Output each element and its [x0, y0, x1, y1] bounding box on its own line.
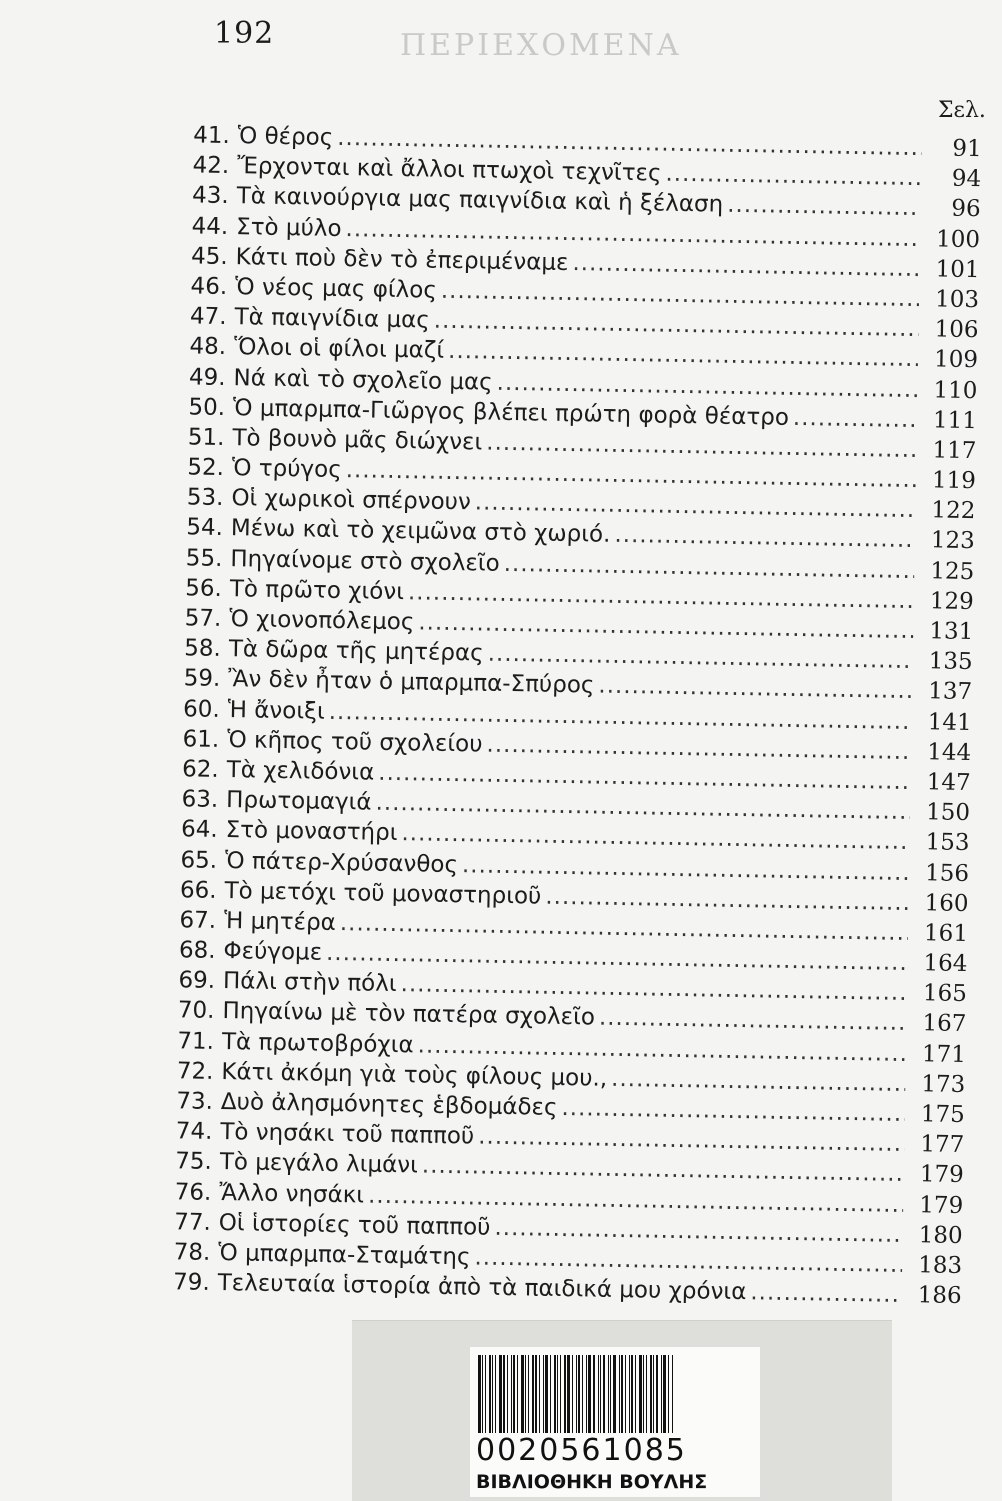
barcode-number: 0020561085 [476, 1433, 687, 1468]
toc-entry-number: 72. [176, 1058, 214, 1085]
toc-entry-page: 165 [922, 980, 968, 1008]
toc-entry-title: Οἱ χωρικοὶ σπέρνουν [231, 485, 472, 516]
toc-entry-title: Ὁ νέος μας φίλος [234, 274, 438, 304]
toc-entry-number: 47. [189, 303, 227, 331]
dot-leader [599, 1005, 907, 1036]
toc-entry-title: Στὸ μοναστήρι [225, 817, 398, 847]
toc-entry-number: 51. [187, 424, 225, 451]
toc-entry-number: 66. [179, 876, 217, 904]
page-column-header: Σελ. [938, 98, 986, 123]
dot-leader [665, 161, 921, 191]
table-of-contents [151, 122, 981, 1313]
toc-entry-number: 71. [177, 1027, 215, 1055]
toc-entry-number: 67. [179, 907, 217, 934]
toc-entry-number: 53. [186, 484, 224, 512]
toc-entry-number: 59. [183, 665, 221, 693]
toc-entry-number: 55. [185, 544, 223, 572]
dot-leader [611, 1066, 906, 1097]
toc-entry-number: 76. [174, 1178, 212, 1206]
toc-entry-page: 91 [952, 135, 982, 163]
toc-entry-title: Ὅλοι οἱ φίλοι μαζί [233, 334, 445, 365]
toc-entry-title: Δυὸ ἀλησμόνητες ἑβδομάδες [220, 1089, 558, 1121]
toc-entry-title: Τὸ μεγάλο λιμάνι [219, 1149, 419, 1179]
toc-entry-page: 100 [935, 225, 981, 253]
toc-entry-number: 56. [185, 575, 223, 602]
toc-entry-page: 137 [928, 678, 973, 706]
toc-entry-title: Ἡ ἄνοιξι [227, 696, 325, 725]
toc-entry-title: Τὸ βουνὸ μᾶς διώχνει [232, 424, 483, 456]
toc-entry-page: 117 [932, 437, 977, 464]
toc-entry-page: 177 [920, 1131, 965, 1159]
toc-entry-number: 63. [181, 786, 219, 814]
toc-entry-page: 147 [926, 769, 971, 796]
toc-entry-title: Ἄλλο νησάκι [219, 1179, 365, 1209]
toc-entry-title: Στὸ μύλο [235, 213, 342, 242]
toc-entry-page: 96 [951, 195, 981, 223]
toc-entry-page: 101 [935, 256, 980, 283]
toc-entry-number: 74. [175, 1118, 213, 1146]
toc-entry-page: 179 [919, 1161, 964, 1189]
dot-leader [561, 1095, 905, 1127]
toc-entry-page: 125 [930, 557, 975, 585]
toc-entry-page: 175 [920, 1101, 966, 1128]
toc-entry-page: 122 [931, 497, 976, 525]
toc-entry-page: 167 [922, 1010, 967, 1038]
barcode-image [478, 1355, 748, 1433]
toc-entry-title: Τὰ παιγνίδια μας [234, 304, 430, 334]
toc-entry-number: 45. [190, 243, 228, 270]
toc-entry-page: 160 [924, 889, 969, 917]
page-number: 192 [214, 16, 275, 51]
dot-leader [727, 192, 921, 221]
toc-entry-title: Τὸ μετόχι τοῦ μοναστηριοῦ [224, 877, 542, 910]
toc-entry-title: Οἱ ἱστορίες τοῦ παπποῦ [218, 1209, 491, 1241]
toc-entry-page: 141 [927, 708, 972, 736]
toc-entry-number: 52. [187, 454, 225, 482]
toc-entry-title: Τὸ νησάκι τοῦ παπποῦ [220, 1119, 475, 1150]
toc-entry-page: 109 [933, 346, 979, 374]
toc-entry-title: Ὁ χιονοπόλεμος [229, 606, 415, 636]
toc-entry-number: 58. [184, 635, 222, 663]
toc-entry-title: Τὰ καινούργια μας παιγνίδια καὶ ἡ ξέλαση [236, 183, 724, 219]
toc-entry-page: 131 [929, 618, 974, 646]
toc-entry-title: Τὰ δῶρα τῆς μητέρας [228, 636, 484, 667]
dot-leader [750, 1279, 902, 1308]
toc-entry-title: Πάλι στὴν πόλι [222, 968, 397, 998]
barcode-label [470, 1347, 760, 1497]
toc-entry-title: Ὁ κῆπος τοῦ σχολείου [226, 726, 483, 758]
toc-entry-page: 135 [928, 648, 973, 676]
toc-entry-number: 68. [178, 937, 216, 964]
toc-entry-number: 50. [188, 394, 226, 421]
toc-entry-number: 43. [191, 182, 229, 210]
toc-entry-page: 164 [923, 950, 968, 978]
toc-entry-page: 183 [918, 1252, 963, 1279]
toc-entry-title: Ἂν δὲν ἦταν ὁ μπαρμπα-Σπύρος [228, 666, 595, 699]
dot-leader [545, 883, 909, 915]
toc-entry-number: 69. [178, 967, 216, 995]
toc-entry-title: Ὁ θέρος [237, 123, 334, 151]
toc-entry-page: 110 [933, 376, 978, 404]
toc-entry-number: 44. [191, 212, 229, 240]
toc-entry-page: 111 [932, 407, 978, 434]
toc-entry-title: Τὸ πρῶτο χιόνι [229, 575, 405, 605]
toc-entry-page: 94 [951, 165, 982, 193]
dot-leader [598, 673, 912, 704]
toc-entry-title: Πηγαίνομε στὸ σχολεῖο [230, 545, 500, 577]
library-name: ΒΙΒΛΙΟΘΗΚΗ ΒΟΥΛΗΣ [476, 1471, 708, 1493]
toc-entry-page: 106 [934, 316, 979, 344]
toc-entry-number: 79. [172, 1269, 210, 1296]
toc-entry-page: 123 [930, 527, 976, 555]
toc-entry-title: Μένω καὶ τὸ χειμῶνα στὸ χωριό. [230, 515, 611, 549]
toc-entry-title: Τὰ χελιδόνια [226, 756, 375, 786]
toc-entry-page: 103 [934, 286, 980, 314]
toc-entry-page: 129 [929, 588, 974, 615]
toc-entry-page: 156 [924, 859, 970, 887]
toc-entry-number: 62. [181, 756, 219, 783]
bleed-through-header: ΠΕΡΙΕΧΟΜΕΝΑ [400, 28, 682, 63]
toc-entry-number: 46. [190, 273, 228, 300]
toc-entry-number: 60. [182, 695, 220, 723]
toc-entry-number: 41. [192, 122, 230, 150]
toc-entry-title: Πρωτομαγιά [225, 787, 372, 816]
toc-entry-number: 57. [184, 605, 222, 632]
toc-entry-number: 65. [180, 846, 218, 874]
toc-entry-title: Ὁ τρύγος [231, 455, 342, 484]
toc-entry-number: 64. [180, 816, 218, 844]
toc-entry-page: 180 [918, 1221, 963, 1249]
library-sticker [352, 1320, 892, 1501]
toc-entry-number: 73. [176, 1088, 214, 1115]
dot-leader [614, 522, 915, 553]
toc-entry-page: 186 [917, 1282, 962, 1310]
toc-entry-page: 144 [926, 739, 972, 766]
toc-entry-page: 173 [921, 1071, 966, 1098]
toc-entry-title: Ὁ μπαρμπα-Σταμάτης [218, 1239, 471, 1271]
toc-entry-page: 119 [931, 467, 977, 495]
toc-entry-title: Ἔρχονται καὶ ἄλλοι πτωχοὶ τεχνῖτες [237, 153, 662, 187]
toc-entry-title: Ἡ μητέρα [223, 907, 337, 936]
toc-entry-page: 171 [921, 1040, 967, 1068]
toc-entry-title: Φεύγομε [223, 938, 323, 966]
toc-entry-number: 77. [173, 1208, 212, 1236]
toc-entry-page: 150 [925, 799, 971, 827]
toc-entry-number: 75. [175, 1148, 213, 1176]
toc-entry-number: 70. [177, 997, 215, 1025]
toc-entry-title: Κάτι ποὺ δὲν τὸ ἐπεριμέναμε [235, 243, 569, 276]
toc-entry-page: 179 [919, 1191, 964, 1219]
toc-entry-number: 54. [186, 514, 224, 542]
toc-entry-number: 48. [189, 333, 227, 361]
toc-entry-number: 61. [182, 726, 220, 753]
toc-entry-title: Κάτι ἀκόμη γιὰ τοὺς φίλους μου., [221, 1058, 608, 1092]
toc-entry-number: 42. [192, 152, 230, 180]
toc-entry-title: Τελευταία ἱστορία ἀπὸ τὰ παιδικά μου χρόνια [217, 1270, 747, 1306]
toc-entry-number: 49. [188, 363, 226, 391]
toc-entry-title: Τὰ πρωτοβρόχια [221, 1028, 414, 1058]
toc-entry-title: Νά καὶ τὸ σχολεῖο μας [233, 364, 493, 396]
toc-entry-page: 161 [923, 920, 969, 947]
toc-entry-number: 78. [173, 1239, 211, 1266]
dot-leader [572, 250, 920, 282]
toc-entry-title: Πηγαίνω μὲ τὸν πατέρα σχολεῖο [222, 998, 596, 1031]
toc-entry-page: 153 [925, 829, 970, 857]
toc-entry-title: Ὁ μπαρμπα-Γιῶργος βλέπει πρώτη φορὰ θέατρο [232, 394, 790, 431]
dot-leader [793, 405, 917, 433]
toc-entry-title: Ὁ πάτερ-Χρύσανθος [224, 847, 459, 878]
